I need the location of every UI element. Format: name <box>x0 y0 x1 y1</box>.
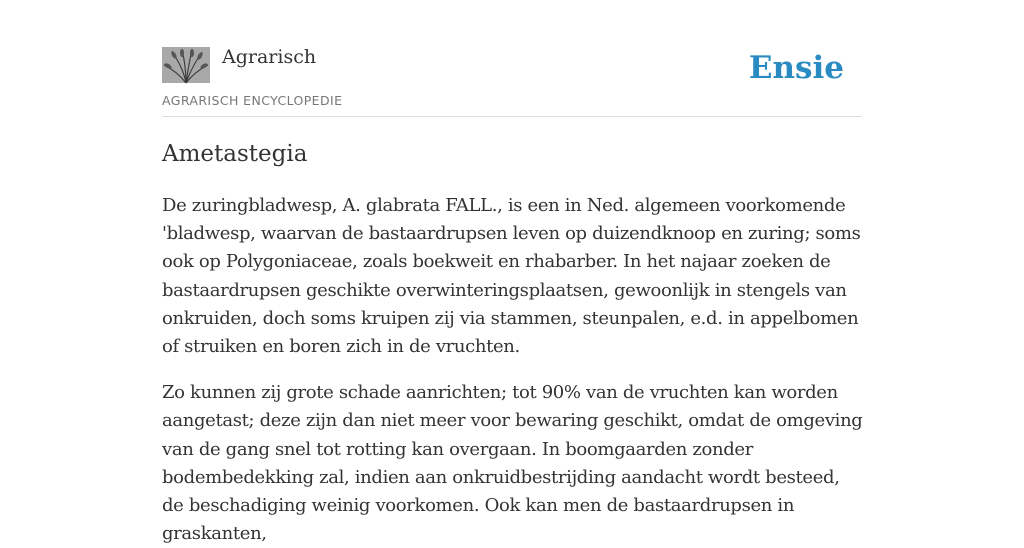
article-title: Ametastegia <box>162 141 308 167</box>
ensie-logo[interactable]: Ensie <box>748 50 844 86</box>
site-name[interactable]: Agrarisch <box>222 46 317 68</box>
site-header <box>162 46 862 117</box>
site-subtitle: AGRARISCH ENCYCLOPEDIE <box>162 93 343 108</box>
article-paragraph-2: Zo kunnen zij grote schade aanrichten; tot 90% van de vruchten kan worden aangetast; deze zijn dan niet meer voor bewaring geschikt, omdat de omgeving van de gang snel tot rotting kan overgaan. In boomgaarden zonder bodembedekking zal, indien aan onkruidbestrijding aandacht wordt besteed, de beschadiging weinig voorkomen. Ook kan men de bastaardrupsen in graskanten, <box>162 382 863 545</box>
article-paragraph-1: De zuringbladwesp, A. glabrata FALL., is een in Ned. algemeen voorkomende 'bladwesp, waarvan de bastaardrupsen leven op duizendknoop en zuring; soms ook op Polygoniaceae, zoals boekweit en rhabarber. In het najaar zoeken de bastaardrupsen geschikte overwinteringsplaatsen, gewoonlijk in stengels van onkruiden, doch soms kruipen zij via stammen, steunpalen, e.d. in appelbomen of struiken en boren zich in de vruchten. <box>162 195 861 358</box>
article <box>162 138 864 548</box>
wheat-icon[interactable] <box>162 47 210 83</box>
